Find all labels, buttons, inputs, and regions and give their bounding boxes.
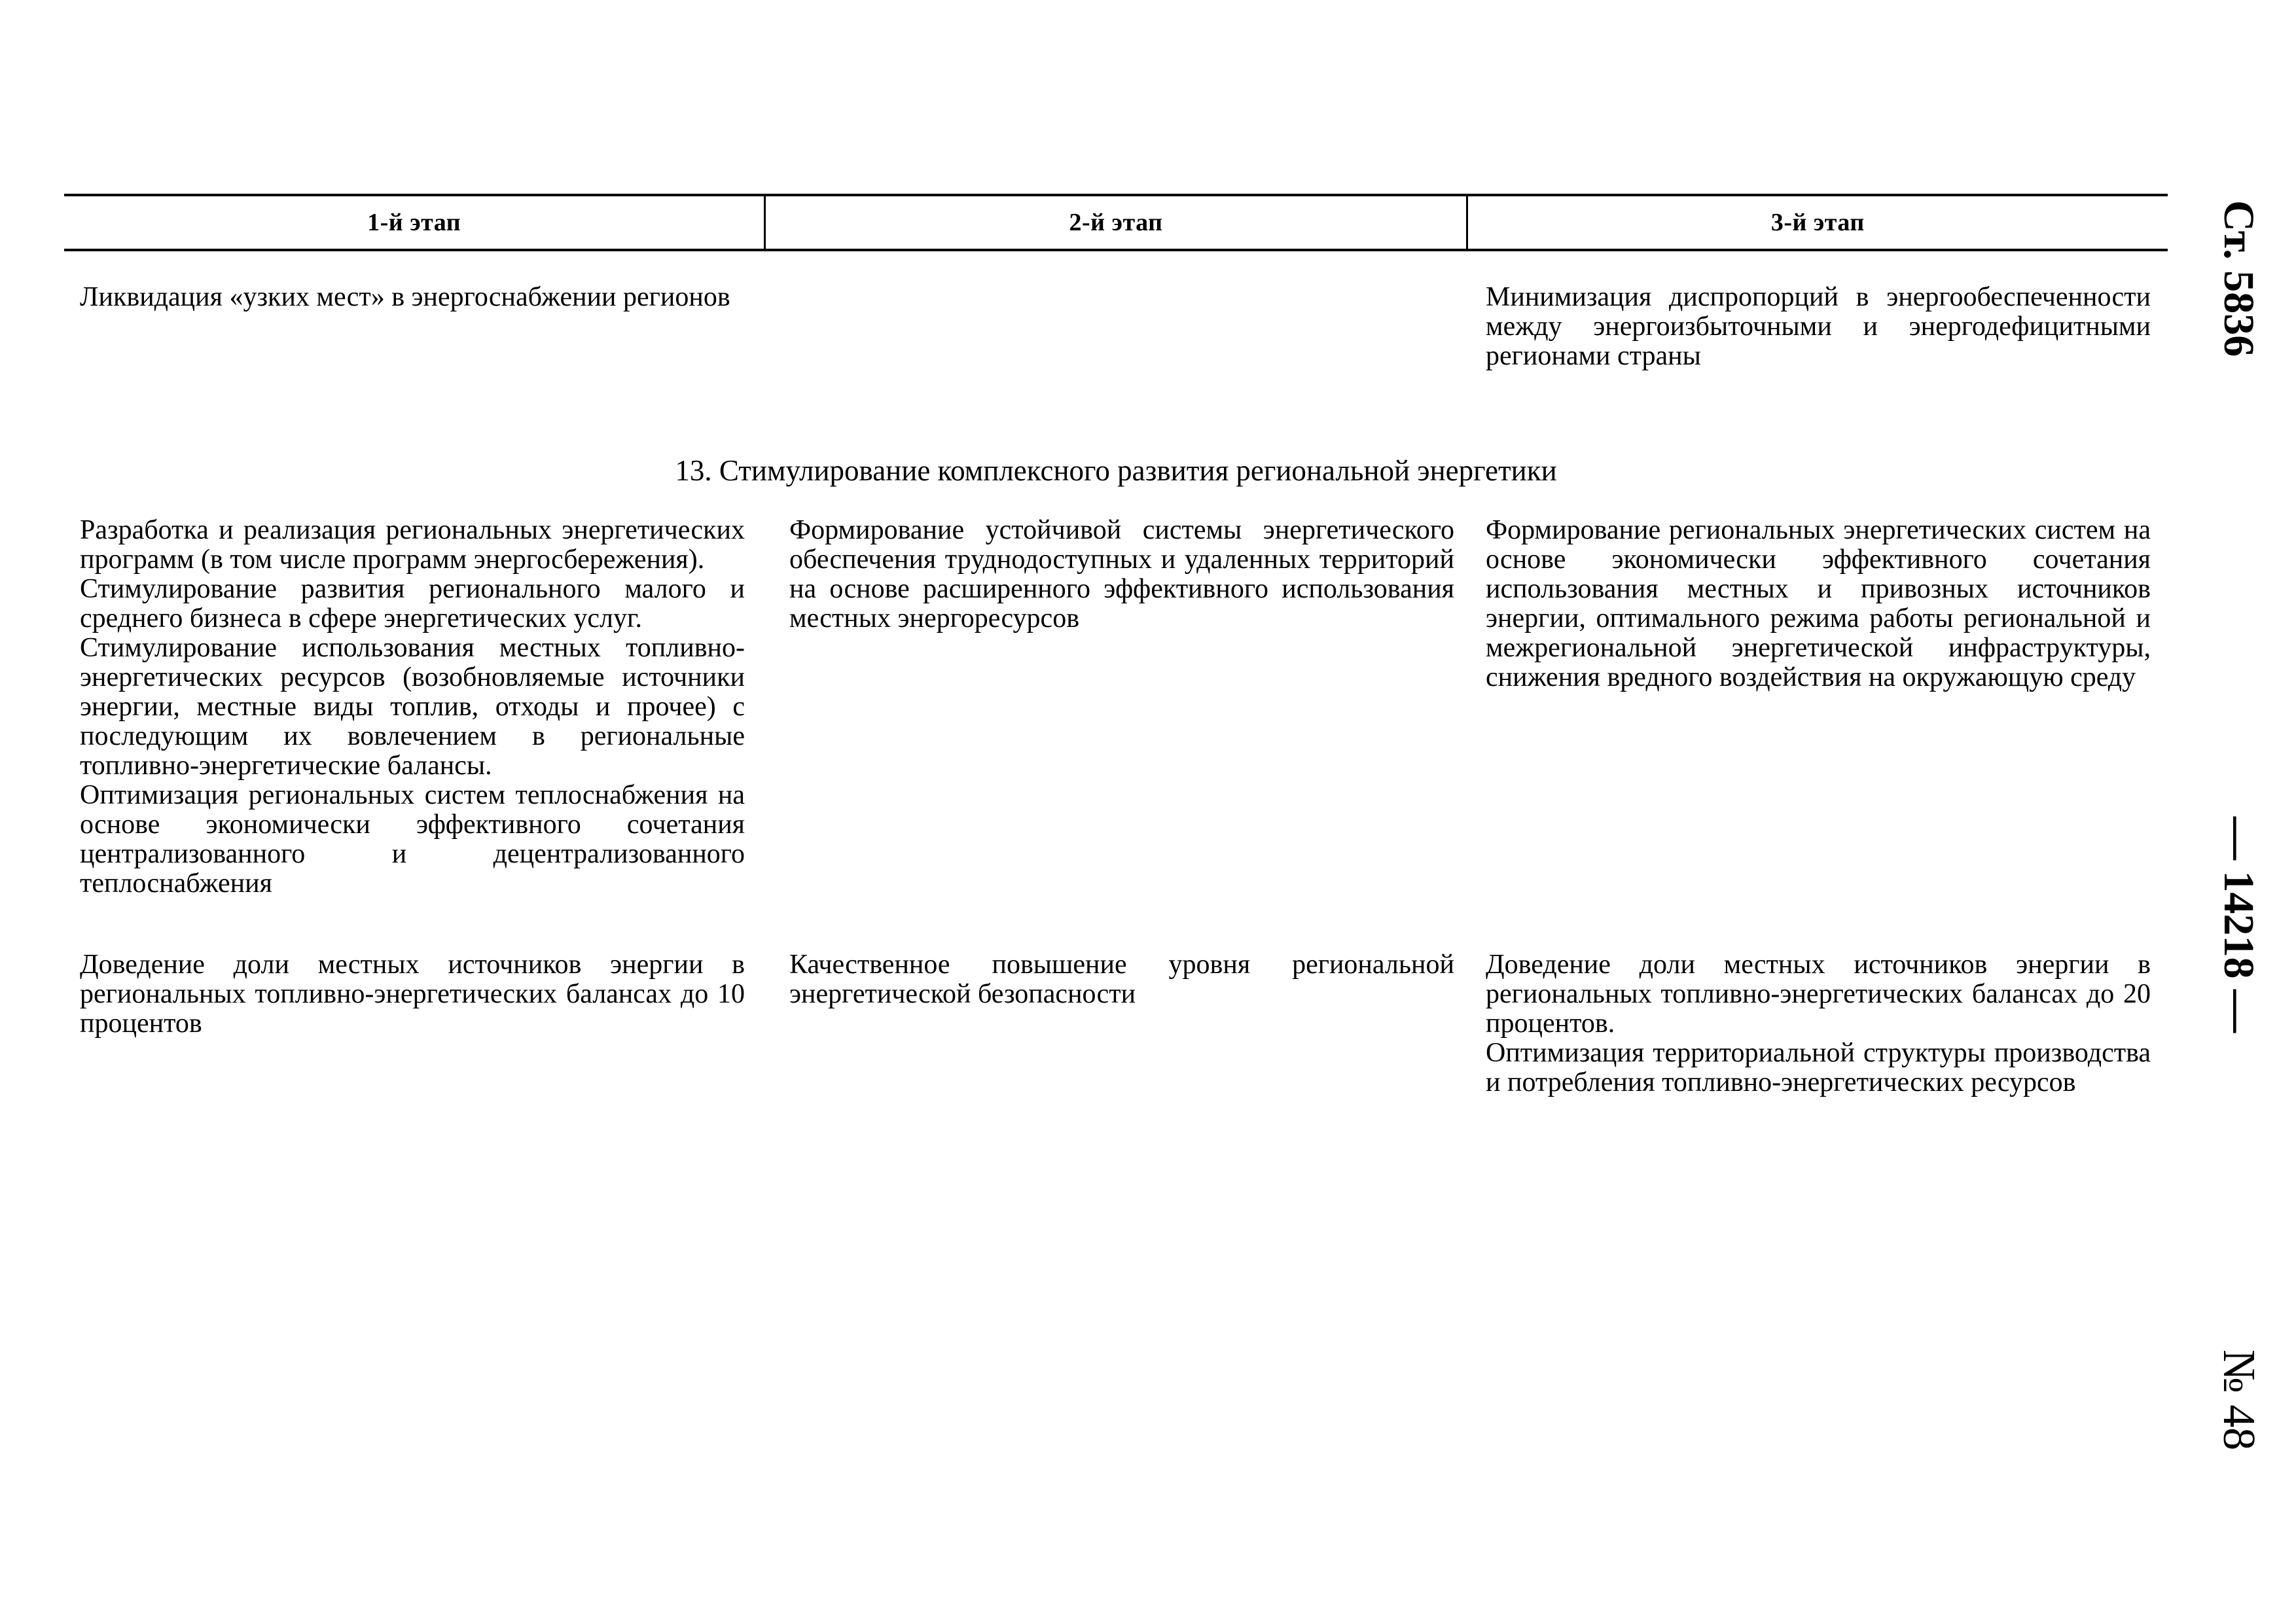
stage-2-header: 2-й этап — [764, 196, 1465, 249]
section-title: 13. Стимулирование комплексного развития региональной энергетики — [675, 454, 1557, 487]
row3-stage2-cell — [789, 950, 1454, 1009]
page-number: — 14218 — — [2215, 817, 2263, 1033]
row2-stage1-cell — [80, 516, 745, 899]
row2-stage1-item: Стимулирование развития регионального малого и среднего бизнеса в сфере энергетических услуг. — [80, 574, 745, 633]
row1-stage1-cell — [80, 283, 745, 312]
stage-header-row — [64, 194, 2168, 251]
row2-stage3-cell — [1486, 516, 2151, 692]
row3-stage1-cell — [80, 950, 745, 1039]
row3-stage2-text: Качественное повышение уровня региональной энергетической безопасности — [789, 950, 1454, 1009]
row1-stage3-text: Минимизация диспропорций в энергообеспеченности между энергоизбыточными и энергодефицитными регионами страны — [1486, 282, 2151, 371]
row2-stage3-text: Формирование региональных энергетических систем на основе экономически эффективного сочетания использования местных и привозных источников энергии, оптимального режима работы региональной и межрегиональной энергетической инфраструктуры, снижения вредного воздействия на окружающую среду — [1486, 515, 2151, 692]
sheet-number: Ст. 5836 — [2215, 200, 2263, 357]
row1-stage3-cell — [1486, 283, 2151, 371]
row2-stage1-item: Оптимизация региональных систем теплоснабжения на основе экономически эффективного сочетания централизованного и децентрализованного теплоснабжения — [80, 780, 745, 899]
row2-stage1-item: Стимулирование использования местных топливно-энергетических ресурсов (возобновляемые источники энергии, местные виды топлив, отходы и прочее) с последующим их вовлечением в региональные топливно-энергетические балансы. — [80, 633, 745, 781]
row2-stage1-item: Разработка и реализация региональных энергетических программ (в том числе программ энергосбережения). — [80, 515, 745, 575]
row1-stage1-text: Ликвидация «узких мест» в энергоснабжении регионов — [80, 282, 730, 312]
stage-1-header: 1-й этап — [367, 209, 461, 236]
issue-number: № 48 — [2214, 1349, 2264, 1451]
row3-stage3-cell — [1486, 950, 2151, 1097]
row3-stage1-text: Доведение доли местных источников энергии в региональных топливно-энергетических балансах до 10 процентов — [80, 950, 745, 1039]
row2-stage2-cell — [789, 516, 1454, 633]
row3-stage3-item: Доведение доли местных источников энергии в региональных топливно-энергетических балансах до 20 процентов. — [1486, 950, 2151, 1039]
row3-stage3-item: Оптимизация территориальной структуры производства и потребления топливно-энергетических ресурсов — [1486, 1038, 2151, 1097]
row2-stage2-text: Формирование устойчивой системы энергетического обеспечения труднодоступных и удаленных территорий на основе расширенного эффективного использования местных энергоресурсов — [789, 515, 1454, 633]
stage-3-header: 3-й этап — [1466, 196, 2168, 249]
